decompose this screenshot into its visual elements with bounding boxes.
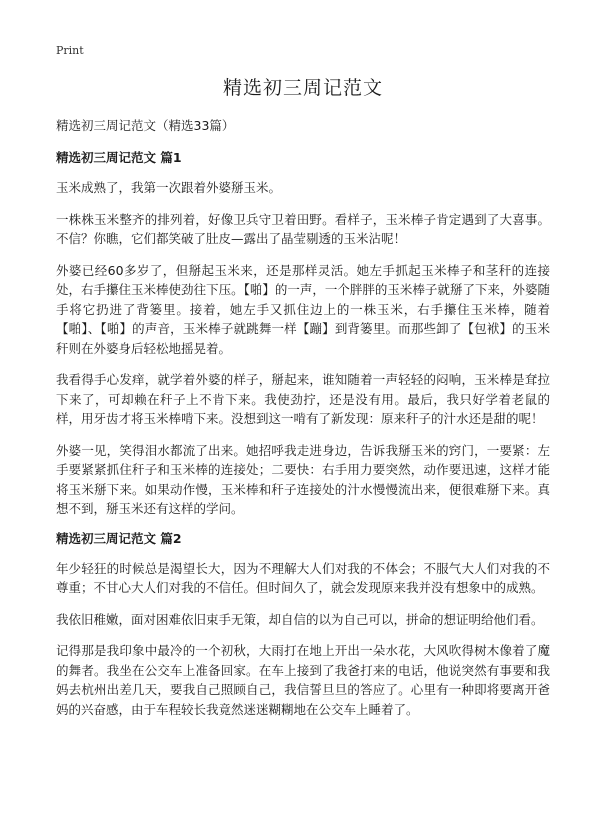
page-title: 精选初三周记范文 bbox=[222, 77, 383, 99]
section-1 bbox=[56, 150, 550, 519]
print-link[interactable]: Print bbox=[56, 44, 84, 57]
section-heading: 精选初三周记范文 篇1 bbox=[56, 150, 182, 165]
document-subtitle: 精选初三周记范文（精选33篇） bbox=[56, 118, 235, 133]
paragraph: 记得那是我印象中最冷的一个初秋，大雨打在地上开出一朵水花，大风吹得树木像着了魔的舞者。我坐在公交车上准备回家。在车上接到了我爸打来的电话，他说突然有事要和我妈去杭州出差几天，要我自己照顾自己，我信誓旦旦的答应了。心里有一种即将要离开爸妈的兴奋感，由于车程较长我竟然迷迷糊糊地在公交车上睡着了。 bbox=[56, 643, 550, 717]
paragraph: 一株株玉米整齐的排列着，好像卫兵守卫着田野。看样子，玉米棒子肯定遇到了大喜事。不信？你瞧，它们都笑破了肚皮—露出了晶莹剔透的玉米沾呢！ bbox=[56, 211, 550, 246]
section-heading: 精选初三周记范文 篇2 bbox=[56, 530, 182, 546]
paragraph: 外婆已经60多岁了，但掰起玉米来，还是那样灵活。她左手抓起玉米棒子和茎秆的连接处，右手攥住玉米棒使劲往下压。【啪】的一声，一个胖胖的玉米棒子就掰了下来，外婆随手将它扔进了背篓里。接着，她左手又抓住边上的一株玉米，右手攥住玉米棒，随着【啪】、【啪】的声音，玉米棒子就跳舞一样【蹦】到背篓里。而那些卸了【包袱】的玉米秆则在外婆身后轻松地摇晃着。 bbox=[56, 262, 550, 356]
paragraph: 我依旧稚嫩，面对困难依旧束手无策，却自信的以为自己可以，拼命的想证明给他们看。 bbox=[56, 611, 544, 627]
paragraph: 玉米成熟了，我第一次跟着外婆掰玉米。 bbox=[56, 180, 282, 195]
paragraph: 外婆一见，笑得泪水都流了出来。她招呼我走进身边，告诉我掰玉米的窍门，一要紧：左手要紧紧抓住秆子和玉米棒的连接处；二要快：右手用力要突然，动作要迅速，这样才能将玉米掰下来。如果动作慢，玉米棒和秆子连接处的汁水慢慢流出来，便很难掰下来。真想不到，掰玉米还有这样的学问。 bbox=[56, 442, 550, 516]
section-2 bbox=[56, 531, 550, 720]
paragraph: 年少轻狂的时候总是渴望长大，因为不理解大人们对我的不体会；不服气大人们对我的不尊重；不甘心大人们对我的不信任。但时间久了，就会发现原来我并没有想象中的成熟。 bbox=[56, 560, 550, 595]
paragraph: 我看得手心发痒，就学着外婆的样子，掰起来，谁知随着一声轻轻的闷响，玉米棒是耷拉下来了，可却赖在秆子上不肯下来。我使劲拧，还是没有用。最后，我只好学着老鼠的样，用牙齿才将玉米棒啃下来。没想到这一啃有了新发现：原来秆子的汁水还是甜的呢！ bbox=[56, 372, 550, 426]
